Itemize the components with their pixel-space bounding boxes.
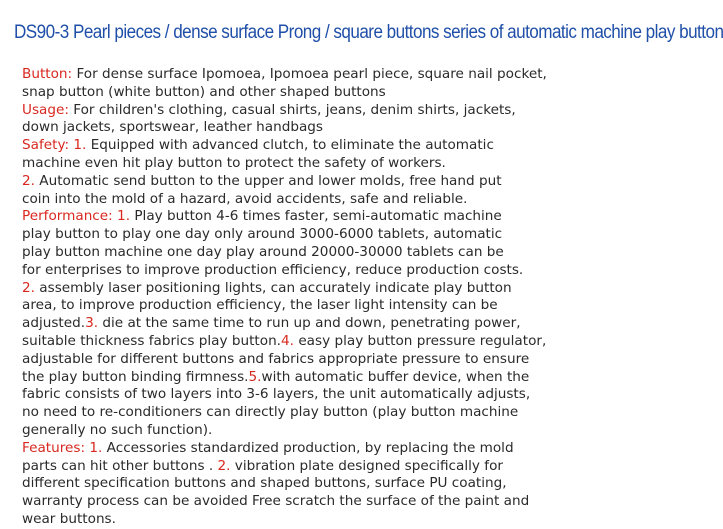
text-line [22, 351, 618, 369]
text-line [22, 404, 618, 422]
text-line [22, 191, 618, 209]
text-line [22, 84, 618, 102]
text-line [22, 440, 618, 458]
line-text: For children's clothing, casual shirts, jeans, denim shirts, jackets, [73, 101, 516, 118]
line-text: die at the same time to run up and down, penetrating power, [102, 315, 521, 332]
line-text: no need to re-conditioners can directly play button (play button machine [22, 404, 519, 421]
section-label: 2. [22, 172, 40, 189]
line-text: Automatic send button to the upper and lower molds, free hand put [39, 172, 502, 189]
line-text: down jackets, sportswear, leather handbags [22, 119, 324, 136]
line-text: for enterprises to improve production efficiency, reduce production costs. [22, 261, 524, 278]
text-line [22, 493, 618, 511]
item-number: 3. [85, 315, 103, 332]
line-text: adjustable for different buttons and fabrics appropriate pressure to ensure [22, 350, 530, 367]
line-text: warranty process can be avoided Free scratch the surface of the paint and [22, 493, 530, 510]
line-text: generally no such function). [22, 421, 213, 438]
section-label: Features: 1. [22, 439, 107, 456]
line-text: adjusted. [22, 315, 86, 332]
line-text: parts can hit other buttons . [22, 457, 218, 474]
line-text: wear buttons. [22, 510, 116, 527]
line-text: the play button binding firmness. [22, 368, 249, 385]
section-label: Safety: 1. [22, 137, 91, 154]
line-text: machine even hit play button to protect the safety of workers. [22, 154, 446, 171]
text-line [22, 386, 618, 404]
line-text: play button machine one day play around 20000-30000 tablets can be [22, 243, 504, 260]
line-text: snap button (white button) and other shaped buttons [22, 83, 386, 100]
description-body [22, 66, 618, 529]
line-text: easy play button pressure regulator, [298, 332, 547, 349]
section-label: Button: [22, 66, 77, 82]
text-line [22, 369, 618, 387]
text-line [22, 66, 618, 84]
text-line [22, 173, 618, 191]
page-title: DS90-3 Pearl pieces / dense surface Prong / square buttons series of automatic machine play button [14, 22, 723, 43]
text-line [22, 155, 618, 173]
text-line [22, 511, 618, 529]
line-text: play button to play one day only around 3000-6000 tablets, automatic [22, 226, 503, 243]
line-text: Play button 4-6 times faster, semi-automatic machine [134, 208, 502, 225]
item-number: 2. [217, 457, 235, 474]
text-line [22, 102, 618, 120]
line-text: vibration plate designed specifically for [234, 457, 503, 474]
text-line [22, 475, 618, 493]
item-number: 4. [281, 332, 299, 349]
line-text: area, to improve production efficiency, the laser light intensity can be [22, 297, 498, 314]
text-line [22, 280, 618, 298]
line-text: different specification buttons and shaped buttons, surface PU coating, [22, 475, 507, 492]
text-line [22, 137, 618, 155]
section-label: Usage: [22, 101, 74, 118]
line-text: fabric consists of two layers into 3-6 layers, the unit automatically adjusts, [22, 386, 531, 403]
line-text: with automatic buffer device, when the [261, 368, 530, 385]
text-line [22, 297, 618, 315]
line-text: Accessories standardized production, by replacing the mold [106, 439, 514, 456]
line-text: For dense surface Ipomoea, Ipomoea pearl piece, square nail pocket, [76, 66, 547, 82]
line-text: coin into the mold of a hazard, avoid accidents, safe and reliable. [22, 190, 468, 207]
item-number: 5. [248, 368, 262, 385]
line-text: assembly laser positioning lights, can accurately indicate play button [39, 279, 512, 296]
text-line [22, 119, 618, 137]
text-line [22, 244, 618, 262]
line-text: suitable thickness fabrics play button. [22, 332, 282, 349]
text-line [22, 333, 618, 351]
section-label: Performance: 1. [22, 208, 135, 225]
text-line [22, 422, 618, 440]
text-line [22, 458, 618, 476]
text-line [22, 315, 618, 333]
text-line [22, 226, 618, 244]
text-line [22, 262, 618, 280]
line-text: Equipped with advanced clutch, to eliminate the automatic [90, 137, 494, 154]
section-label: 2. [22, 279, 40, 296]
text-line [22, 208, 618, 226]
